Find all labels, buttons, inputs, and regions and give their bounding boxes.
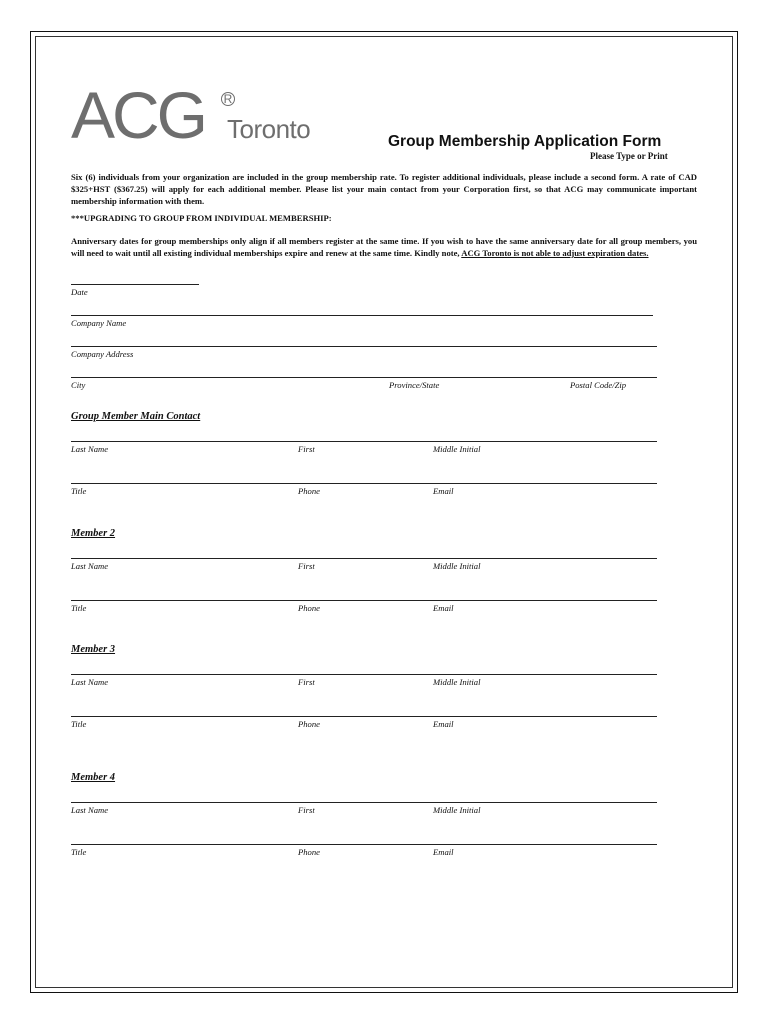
section-heading: Member 4: [71, 772, 116, 783]
date-label: Date: [71, 287, 88, 297]
city-label: City: [71, 380, 86, 390]
first-name-label: First: [298, 444, 315, 454]
company-name-field[interactable]: [71, 315, 653, 316]
middle-initial-label: Middle Initial: [433, 444, 481, 454]
name-row-field[interactable]: [71, 674, 657, 675]
company-address-field[interactable]: [71, 346, 657, 347]
province-label: Province/State: [389, 380, 440, 390]
contact-row-field[interactable]: [71, 716, 657, 717]
name-row-field[interactable]: [71, 802, 657, 803]
title-label: Title: [71, 847, 87, 857]
city-province-postal-field[interactable]: [71, 377, 657, 378]
logo-acg-text: ACG: [71, 78, 206, 152]
postal-code-label: Postal Code/Zip: [570, 380, 627, 390]
title-label: Title: [71, 603, 87, 613]
section-heading: Member 2: [71, 528, 116, 539]
email-label: Email: [433, 486, 454, 496]
email-label: Email: [433, 719, 454, 729]
upgrade-heading: ***UPGRADING TO GROUP FROM INDIVIDUAL MEMBERSHIP:: [71, 213, 332, 223]
contact-row-field[interactable]: [71, 844, 657, 845]
last-name-label: Last Name: [71, 444, 109, 454]
section-heading: Group Member Main Contact: [71, 411, 201, 422]
email-label: Email: [433, 603, 454, 613]
form-title: Group Membership Application Form: [388, 133, 662, 150]
email-label: Email: [433, 847, 454, 857]
title-label: Title: [71, 719, 87, 729]
form-subtitle: Please Type or Print: [590, 151, 668, 161]
last-name-label: Last Name: [71, 677, 109, 687]
name-row-field[interactable]: [71, 558, 657, 559]
registered-mark-icon: R: [221, 92, 235, 106]
intro-paragraph: Six (6) individuals from your organization are included in the group membership rate. To register additional individuals, please include a second form. A rate of CAD $325+HST ($367.25) will apply for each additional member. Please list your main contact from your Corporation first, so that ACG may communicate important membership information with them.: [71, 172, 697, 207]
last-name-label: Last Name: [71, 561, 109, 571]
middle-initial-label: Middle Initial: [433, 677, 481, 687]
logo-city-text: Toronto: [227, 114, 311, 144]
last-name-label: Last Name: [71, 805, 109, 815]
phone-label: Phone: [298, 486, 320, 496]
name-row-field[interactable]: [71, 441, 657, 442]
title-label: Title: [71, 486, 87, 496]
acg-toronto-logo: [71, 78, 341, 152]
anniversary-paragraph: [71, 235, 697, 259]
anniversary-text: Anniversary dates for group memberships only align if all members register at the same time. If you wish to have the same anniversary date for all group members, you will need to wait until all existing individual memberships expire and renew at the same time. Kindly note,: [71, 236, 697, 259]
expiration-note: ACG Toronto is not able to adjust expiration dates.: [461, 248, 649, 259]
section-heading: Member 3: [71, 644, 116, 655]
first-name-label: First: [298, 561, 315, 571]
phone-label: Phone: [298, 603, 320, 613]
first-name-label: First: [298, 677, 315, 687]
middle-initial-label: Middle Initial: [433, 805, 481, 815]
phone-label: Phone: [298, 847, 320, 857]
date-field[interactable]: [71, 284, 199, 285]
company-name-label: Company Name: [71, 318, 127, 328]
company-address-label: Company Address: [71, 349, 134, 359]
phone-label: Phone: [298, 719, 320, 729]
contact-row-field[interactable]: [71, 600, 657, 601]
contact-row-field[interactable]: [71, 483, 657, 484]
middle-initial-label: Middle Initial: [433, 561, 481, 571]
first-name-label: First: [298, 805, 315, 815]
